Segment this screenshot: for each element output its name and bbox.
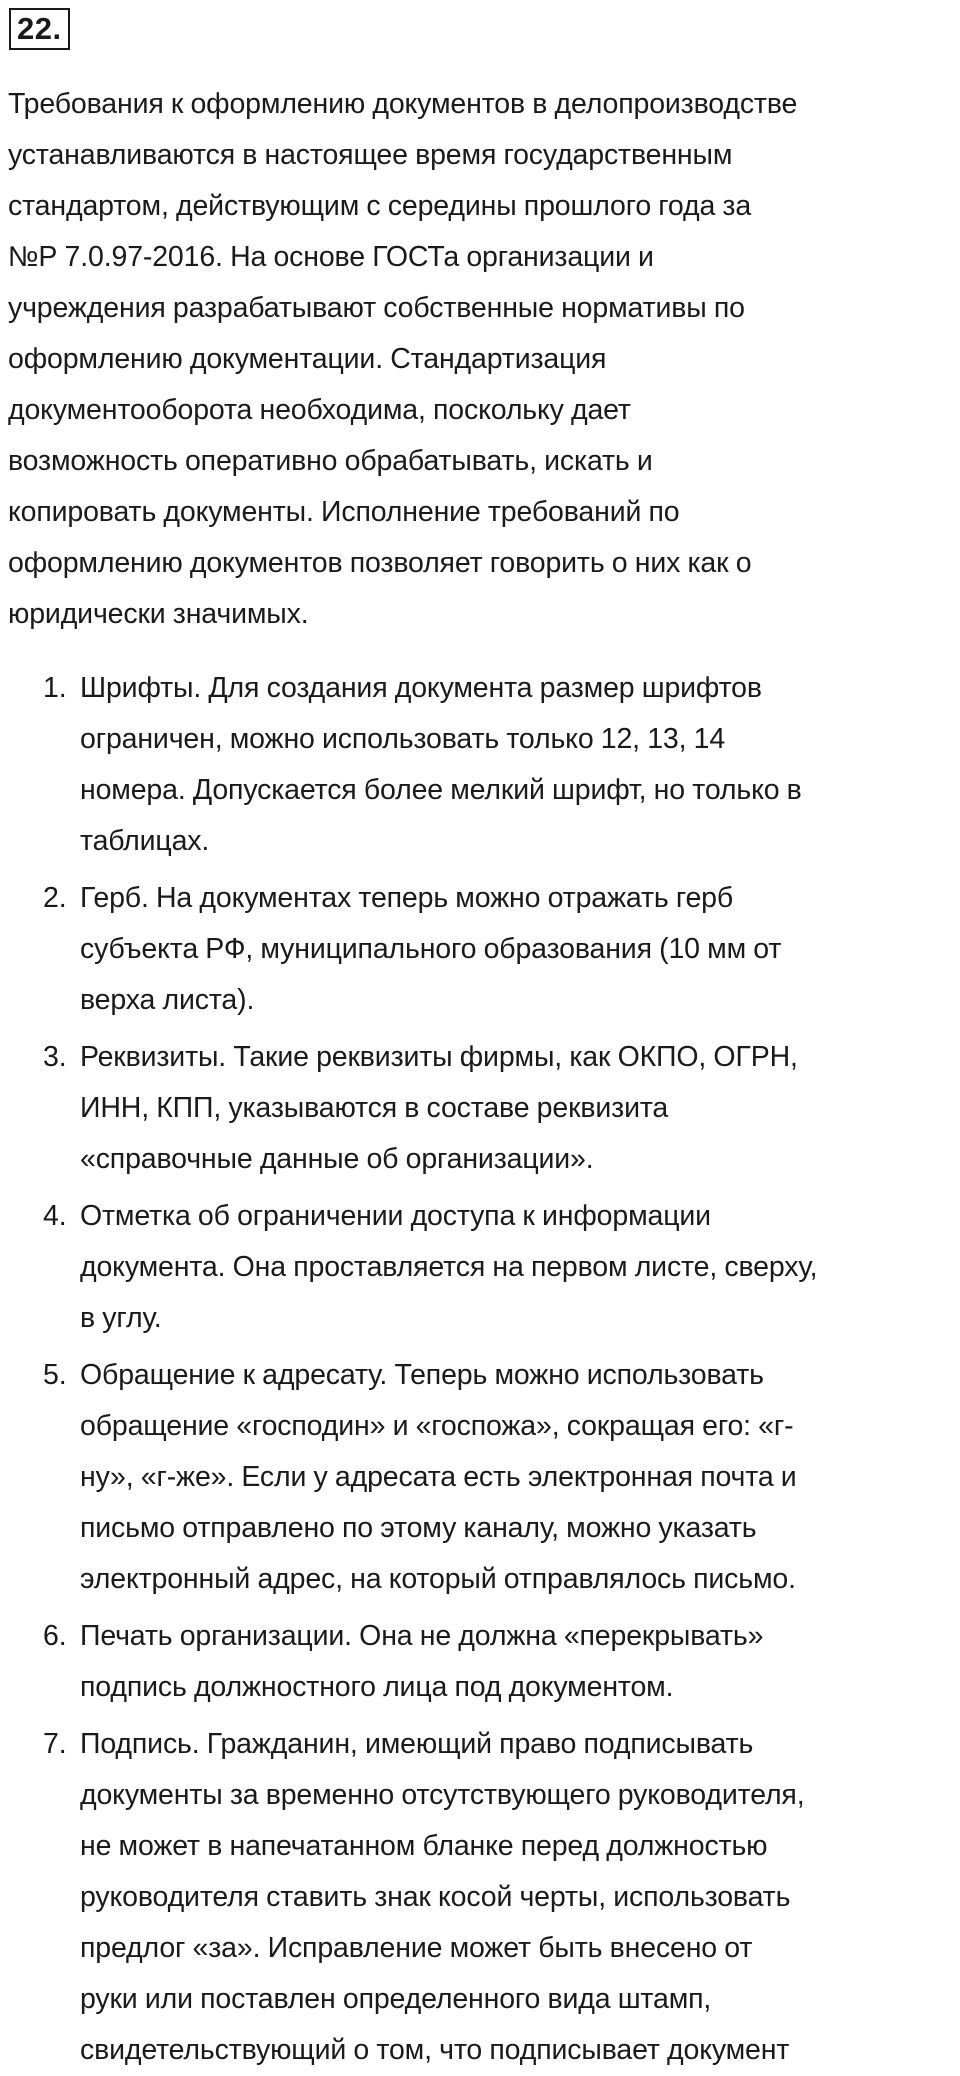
list-item-line: в углу. [80, 1302, 162, 1334]
intro-line: юридически значимых. [8, 598, 309, 630]
intro-line: оформлению документов позволяет говорить о них как о [8, 547, 752, 579]
list-item-emblem [8, 873, 952, 1026]
intro-paragraph [8, 79, 952, 640]
list-item-line: документа. Она проставляется на первом листе, сверху, [80, 1251, 818, 1283]
list-item-signature [8, 1719, 952, 2076]
intro-line: оформлению документации. Стандартизация [8, 343, 607, 375]
list-item-line: ограничен, можно использовать только 12, 13, 14 [80, 723, 726, 755]
list-item-line: «справочные данные об организации». [80, 1143, 594, 1175]
list-item-number: 6. [43, 1620, 67, 1652]
intro-line: документооборота необходима, поскольку дает [8, 394, 631, 426]
list-item-requisites [8, 1032, 952, 1185]
intro-line: устанавливаются в настоящее время государственным [8, 139, 733, 171]
list-item-line: Отметка об ограничении доступа к информации [80, 1200, 711, 1232]
list-item-line: предлог «за». Исправление может быть внесено от [80, 1932, 753, 1964]
list-item-fonts [8, 663, 952, 867]
list-item-line: не может в напечатанном бланке перед должностью [80, 1830, 768, 1862]
list-item-line: ну», «г-же». Если у адресата есть электронная почта и [80, 1461, 797, 1493]
list-item-line: руки или поставлен определенного вида штамп, [80, 1983, 712, 2015]
list-item-line: ИНН, КПП, указываются в составе реквизита [80, 1092, 669, 1124]
list-item-addressee [8, 1350, 952, 1605]
list-item-line: письмо отправлено по этому каналу, можно указать [80, 1512, 757, 1544]
requirements-list [8, 663, 952, 2076]
list-item-number: 7. [43, 1728, 67, 1760]
list-item-line: свидетельствующий о том, что подписывает документ [80, 2034, 790, 2066]
list-item-line: таблицах. [80, 825, 210, 857]
list-item-line: Обращение к адресату. Теперь можно использовать [80, 1359, 764, 1391]
list-item-number: 3. [43, 1041, 67, 1073]
list-item-line: Печать организации. Она не должна «перекрывать» [80, 1620, 764, 1652]
intro-line: №Р 7.0.97-2016. На основе ГОСТа организации и [8, 241, 654, 273]
task-number-box: 22. [9, 8, 70, 50]
list-item-number: 2. [43, 882, 67, 914]
intro-line: Требования к оформлению документов в делопроизводстве [8, 88, 798, 120]
list-item-seal [8, 1611, 952, 1713]
list-item-number: 1. [43, 672, 67, 704]
list-item-line: Подпись. Гражданин, имеющий право подписывать [80, 1728, 754, 1760]
list-item-line: руководителя ставить знак косой черты, использовать [80, 1881, 791, 1913]
intro-line: учреждения разрабатывают собственные нормативы по [8, 292, 745, 324]
list-item-line: Реквизиты. Такие реквизиты фирмы, как ОКПО, ОГРН, [80, 1041, 798, 1073]
list-item-line: верха листа). [80, 984, 255, 1016]
list-item-line: документы за временно отсутствующего руководителя, [80, 1779, 805, 1811]
intro-line: стандартом, действующим с середины прошлого года за [8, 190, 752, 222]
list-item-number: 5. [43, 1359, 67, 1391]
intro-line: копировать документы. Исполнение требований по [8, 496, 680, 528]
list-item-line: обращение «господин» и «госпожа», сокращая его: «г- [80, 1410, 794, 1442]
list-item-access-mark [8, 1191, 952, 1344]
list-item-line: номера. Допускается более мелкий шрифт, но только в [80, 774, 802, 806]
list-item-number: 4. [43, 1200, 67, 1232]
list-item-line: подпись должностного лица под документом. [80, 1671, 674, 1703]
list-item-line: субъекта РФ, муниципального образования (10 мм от [80, 933, 782, 965]
list-item-line: Герб. На документах теперь можно отражать герб [80, 882, 734, 914]
intro-line: возможность оперативно обрабатывать, искать и [8, 445, 653, 477]
list-item-line: электронный адрес, на который отправлялось письмо. [80, 1563, 796, 1595]
list-item-line: Шрифты. Для создания документа размер шрифтов [80, 672, 762, 704]
